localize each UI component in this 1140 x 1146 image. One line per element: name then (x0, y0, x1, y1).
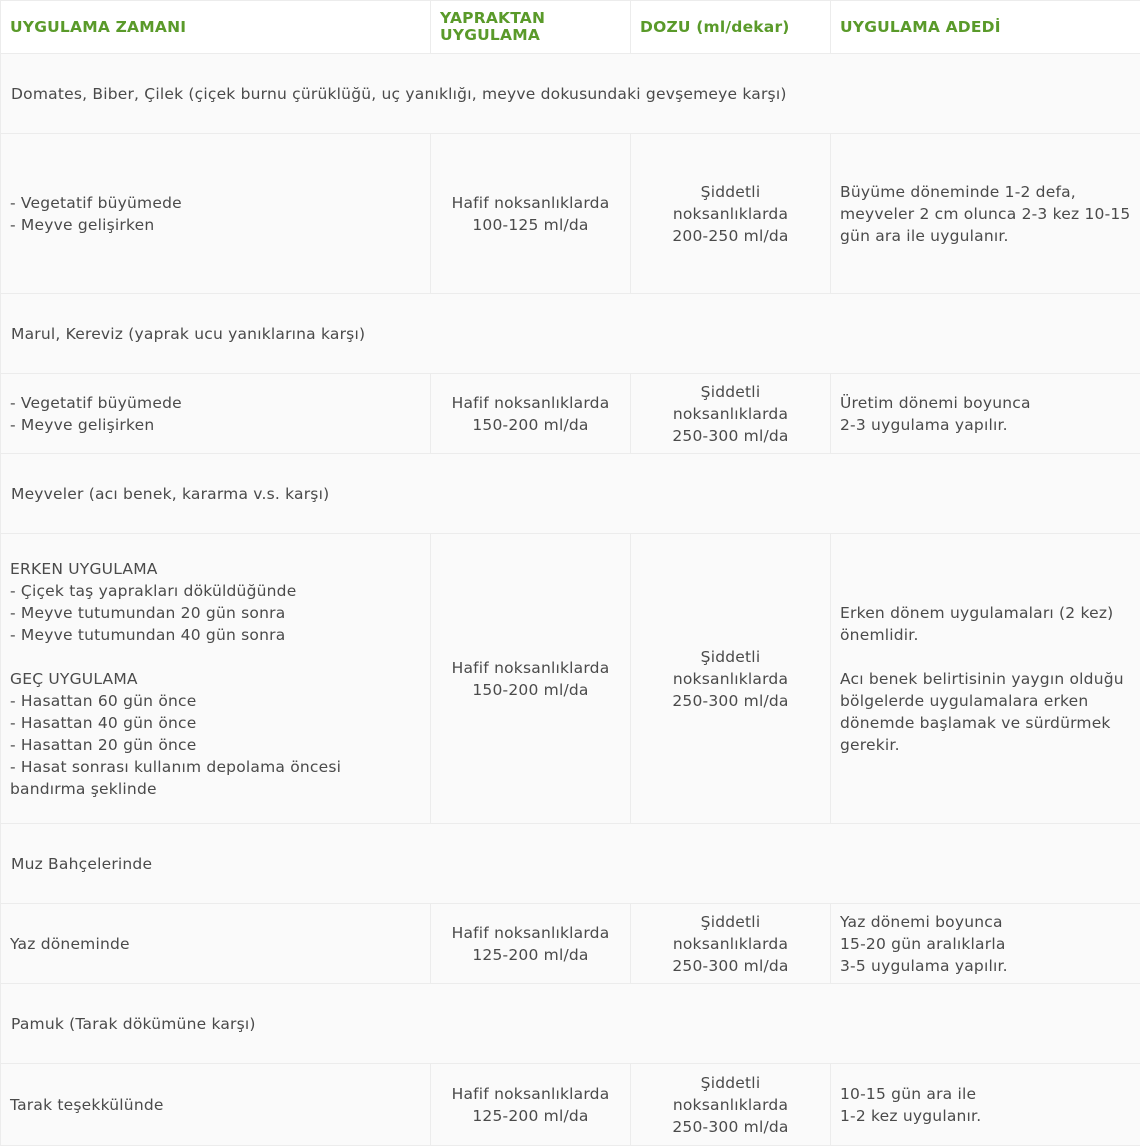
cell-foliar: Hafif noksanlıklarda 100-125 ml/da (431, 134, 631, 294)
cell-timing: - Vegetatif büyümede - Meyve gelişirken (1, 374, 431, 454)
section-title: Muz Bahçelerinde (1, 824, 1140, 904)
cell-count: Büyüme döneminde 1-2 defa, meyveler 2 cm olunca 2-3 kez 10-15 gün ara ile uygulanır. (831, 134, 1140, 294)
cell-dose: Şiddetli noksanlıklarda 250-300 ml/da (631, 1064, 831, 1146)
section-row (1, 824, 1140, 904)
cell-count: Üretim dönemi boyunca 2-3 uygulama yapılır. (831, 374, 1140, 454)
section-title: Meyveler (acı benek, kararma v.s. karşı) (1, 454, 1140, 534)
cell-dose: Şiddetli noksanlıklarda 200-250 ml/da (631, 134, 831, 294)
cell-foliar: Hafif noksanlıklarda 125-200 ml/da (431, 904, 631, 984)
cell-foliar: Hafif noksanlıklarda 150-200 ml/da (431, 374, 631, 454)
cell-foliar: Hafif noksanlıklarda 150-200 ml/da (431, 534, 631, 824)
header-application-count: UYGULAMA ADEDİ (831, 1, 1140, 54)
section-title: Domates, Biber, Çilek (çiçek burnu çürüklüğü, uç yanıklığı, meyve dokusundaki gevşemeye karşı) (1, 54, 1140, 134)
cell-foliar: Hafif noksanlıklarda 125-200 ml/da (431, 1064, 631, 1146)
table-row (1, 534, 1140, 824)
table-row (1, 1064, 1140, 1146)
table-row (1, 904, 1140, 984)
section-title: Pamuk (Tarak dökümüne karşı) (1, 984, 1140, 1064)
section-row (1, 54, 1140, 134)
cell-dose: Şiddetli noksanlıklarda 250-300 ml/da (631, 904, 831, 984)
cell-timing: ERKEN UYGULAMA - Çiçek taş yaprakları döküldüğünde - Meyve tutumundan 20 gün sonra - Meyve tutumundan 40 gün sonra GEÇ UYGULAMA - Hasattan 60 gün önce - Hasattan 40 gün önce - Hasattan 20 gün önce - Hasat sonrası kullanım depolama öncesi bandırma şeklinde (1, 534, 431, 824)
table-row (1, 374, 1140, 454)
cell-count: 10-15 gün ara ile 1-2 kez uygulanır. (831, 1064, 1140, 1146)
cell-timing: Yaz döneminde (1, 904, 431, 984)
section-row (1, 984, 1140, 1064)
header-dose: DOZU (ml/dekar) (631, 1, 831, 54)
header-application-time: UYGULAMA ZAMANI (1, 1, 431, 54)
cell-count: Erken dönem uygulamaları (2 kez) önemlidir. Acı benek belirtisinin yaygın olduğu bölgelerde uygulamalara erken dönemde başlamak ve sürdürmek gerekir. (831, 534, 1140, 824)
table-row (1, 134, 1140, 294)
section-title: Marul, Kereviz (yaprak ucu yanıklarına karşı) (1, 294, 1140, 374)
header-row (1, 1, 1140, 54)
cell-count: Yaz dönemi boyunca 15-20 gün aralıklarla 3-5 uygulama yapılır. (831, 904, 1140, 984)
section-row (1, 294, 1140, 374)
cell-timing: - Vegetatif büyümede - Meyve gelişirken (1, 134, 431, 294)
cell-timing: Tarak teşekkülünde (1, 1064, 431, 1146)
section-row (1, 454, 1140, 534)
cell-dose: Şiddetli noksanlıklarda 250-300 ml/da (631, 374, 831, 454)
cell-dose: Şiddetli noksanlıklarda 250-300 ml/da (631, 534, 831, 824)
header-foliar-application: YAPRAKTAN UYGULAMA (431, 1, 631, 54)
